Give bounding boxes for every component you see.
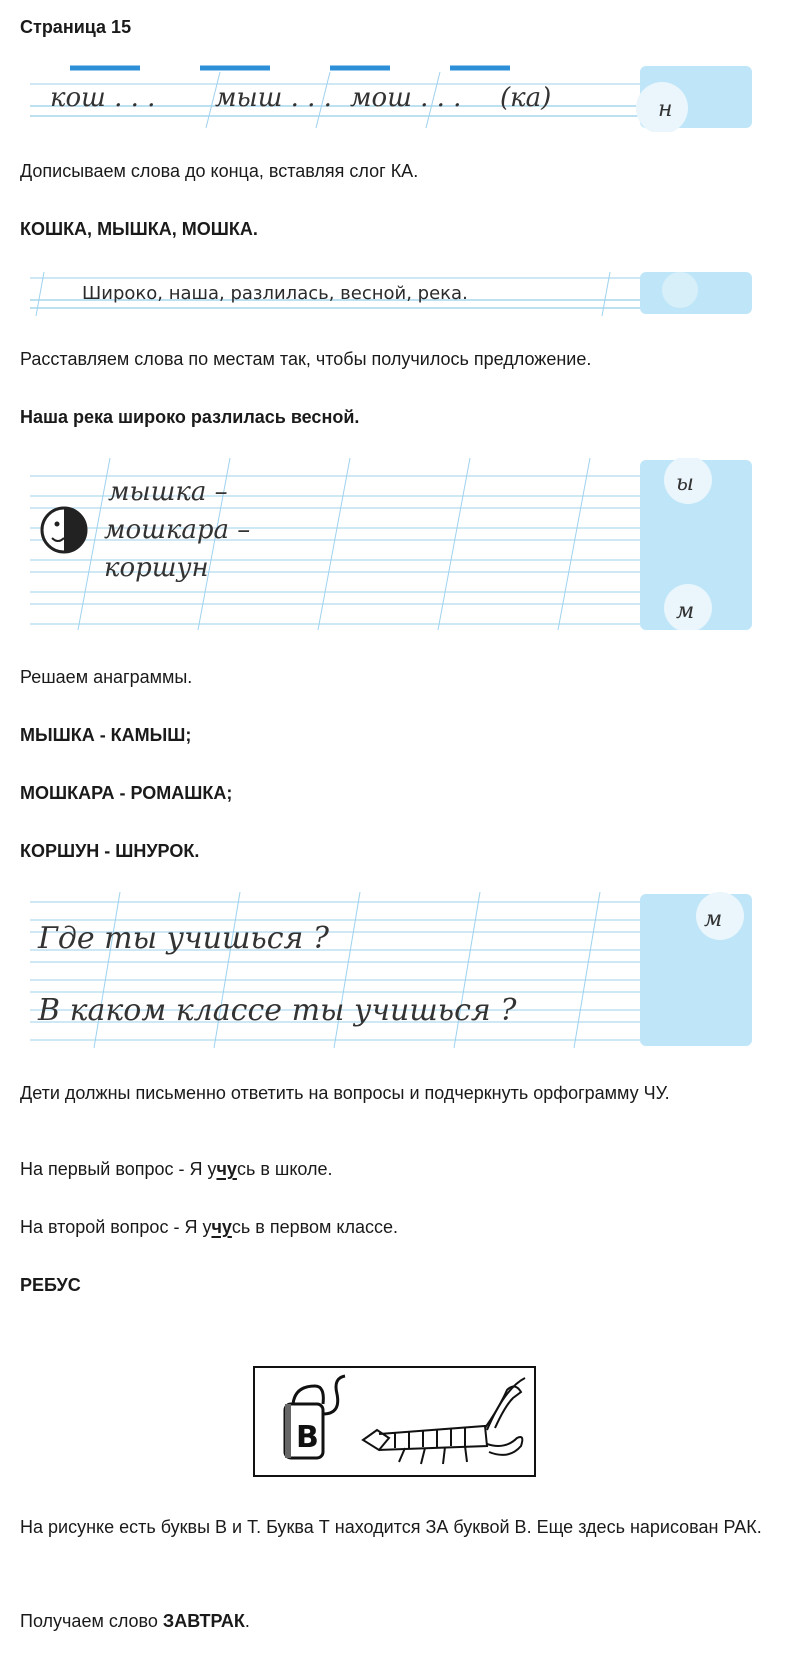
question-2: В каком классе ты учишься ?	[38, 993, 517, 1028]
marker-letter-m-2: м	[704, 907, 723, 932]
anagram-answer-1: МЫШКА - КАМЫШ;	[20, 725, 192, 745]
question-1: Где ты учишься ?	[38, 921, 330, 956]
exercise-4-image	[30, 892, 770, 1048]
letter-v: В	[296, 1420, 319, 1455]
rebus-result	[20, 1608, 250, 1634]
exercise-1-instruction: Дописываем слова до конца, вставляя слог КА.	[20, 161, 419, 181]
exercise-2-instruction: Расставляем слова по местам так, чтобы получилось предложение.	[20, 349, 592, 369]
word-kosh: кош . . .	[50, 83, 156, 113]
word-moshkara: мошкара –	[104, 515, 251, 545]
rebus-heading: РЕБУС	[20, 1275, 81, 1295]
answer-2-prefix: На второй вопрос - Я у	[20, 1217, 212, 1237]
answer-first-question	[20, 1156, 333, 1182]
exercise-1-image	[30, 64, 770, 132]
rebus-explanation: На рисунке есть буквы В и Т. Буква Т находится ЗА буквой В. Еще здесь нарисован РАК.	[20, 1517, 762, 1537]
word-mysh: мыш . . .	[215, 83, 332, 113]
result-prefix: Получаем слово	[20, 1611, 163, 1631]
syllable-ka: (ка)	[500, 83, 552, 113]
crayfish-icon	[363, 1378, 525, 1464]
word-mosh: мош . . .	[350, 83, 462, 113]
orthogram-chu-2: чу	[211, 1217, 232, 1237]
exercise-4-instruction: Дети должны письменно ответить на вопросы и подчеркнуть орфограмму ЧУ.	[20, 1083, 670, 1103]
exercise-3-image	[30, 458, 770, 630]
exercise-2-image	[30, 270, 770, 316]
marker-letter-y: ы	[676, 471, 694, 496]
anagram-answer-2: МОШКАРА - РОМАШКА;	[20, 783, 233, 803]
anagram-answer-3: КОРШУН - ШНУРОК.	[20, 841, 200, 861]
answer-1-prefix: На первый вопрос - Я у	[20, 1159, 217, 1179]
marker-letter-n: н	[658, 97, 673, 122]
orthogram-chu-1: чу	[216, 1159, 237, 1179]
page-title: Страница 15	[20, 17, 132, 37]
answer-second-question	[20, 1214, 398, 1240]
exercise-2-answer: Наша река широко разлилась весной.	[20, 407, 360, 427]
scrambled-sentence: Широко, наша, разлилась, весной, река.	[82, 283, 468, 304]
result-suffix: .	[244, 1611, 250, 1631]
answer-1-suffix: сь в школе.	[236, 1159, 333, 1179]
result-word: ЗАВТРАК	[162, 1611, 245, 1631]
smiley-icon	[42, 508, 86, 552]
marker-letter-m: м	[676, 599, 695, 624]
word-korshun: коршун	[104, 553, 209, 583]
rebus-picture	[253, 1366, 536, 1477]
exercise-3-instruction: Решаем анаграммы.	[20, 667, 193, 687]
letter-v-tubes-icon	[285, 1376, 345, 1458]
word-myshka: мышка –	[108, 477, 228, 507]
exercise-1-answer: КОШКА, МЫШКА, МОШКА.	[20, 219, 258, 239]
answer-2-suffix: сь в первом классе.	[231, 1217, 398, 1237]
